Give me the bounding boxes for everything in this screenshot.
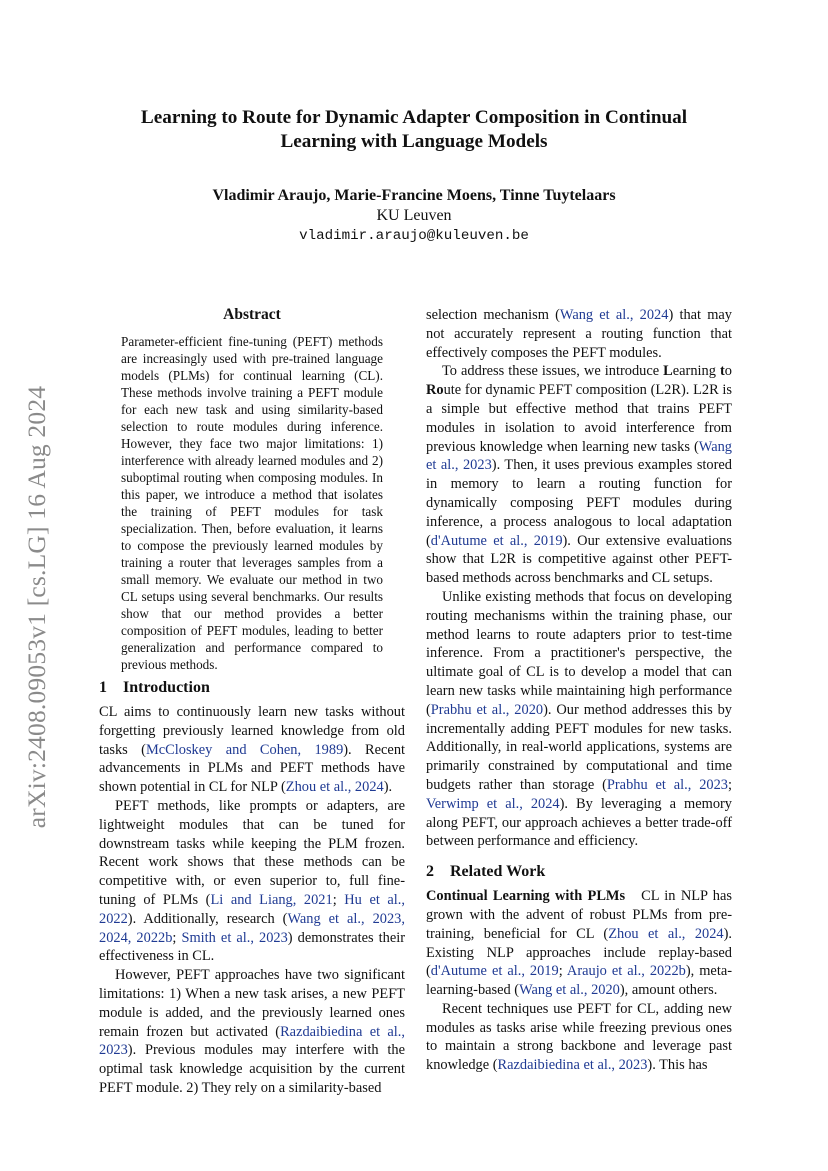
citation-link[interactable]: Wang et al., 2023	[426, 438, 732, 474]
abstract-text: Parameter-efficient fine-tuning (PEFT) methods are increasingly used with pre-trained language models (PLMs) for continual learning (CL). These methods involve training a PEFT module for each new task and using similarity-based selection to route modules during inference. However, they face two major limitations: 1) interference with already learned modules and 2) suboptimal routing when composing modules. In this paper, we introduce a method that isolates the training of PEFT modules for task specialization. Then, before evaluation, it learns to compose the previously learned modules by training a router that leverages samples from a small memory. We evaluate our method in two CL setups using several benchmarks. Our results show that our method provides a better composition of PEFT modules, leading to better generalization and performance compared to previous methods.	[121, 334, 383, 672]
text: ;	[558, 963, 567, 980]
related-paragraph-2	[426, 1000, 732, 1075]
right-paragraph-2	[426, 588, 732, 851]
text: CL aims to continuously learn new tasks without forgetting previously learned knowledge from old tasks (	[99, 704, 405, 758]
citation-link[interactable]: McCloskey and Cohen, 1989	[145, 741, 344, 758]
citation-link[interactable]: Prabhu et al., 2020	[430, 701, 544, 718]
left-column	[99, 679, 405, 1098]
paper-title	[100, 106, 728, 154]
text: ). Additionally, research (	[127, 910, 288, 927]
section-number: 1	[99, 679, 107, 696]
text: earning	[672, 363, 720, 380]
bold-letter: L	[663, 363, 673, 380]
citation-link[interactable]: Wang et al., 2023, 2024, 2022b	[99, 910, 405, 946]
intro-paragraph-2	[99, 797, 405, 966]
text: ) demonstrates their effectiveness in CL.	[99, 929, 406, 965]
right-paragraph-0	[426, 306, 732, 362]
text: ;	[172, 929, 182, 946]
section-heading-related-work	[426, 863, 732, 881]
text: PEFT methods, like prompts or adapters, are lightweight modules that can be tuned for downstream tasks while keeping the PLM frozen. Recent work shows that these methods can be competitive with, or even superior to, full fine-tuning of PLMs (	[99, 797, 405, 908]
text: However, PEFT approaches have two significant limitations: 1) When a new task arises, a new PEFT module is added, and the previously learned ones remain frozen but activated (	[99, 967, 405, 1040]
citation-link[interactable]: Li and Liang, 2021	[210, 891, 333, 908]
intro-paragraph-1	[99, 703, 405, 797]
text: ). This has	[647, 1057, 708, 1074]
text: ), amount others.	[619, 982, 718, 999]
citation-link[interactable]: Wang et al., 2020	[519, 982, 620, 999]
text: ). Our method addresses this by incrementally adding PEFT modules for new tasks. Additionally, in real-world applications, systems are primarily constrained by computational and time budgets rather than storage (	[426, 701, 732, 793]
text: ) that may not accurately represent a routing function that effectively composes the PEFT modules.	[426, 307, 733, 361]
text: ). Recent advancements in PLMs and PEFT methods have shown potential in CL for NLP (	[99, 741, 406, 796]
title-line-1: Learning to Route for Dynamic Adapter Composition in Continual	[140, 107, 688, 128]
citation-link[interactable]: d'Autume et al., 2019	[430, 963, 559, 980]
citation-link[interactable]: Prabhu et al., 2023	[606, 776, 728, 793]
citation-link[interactable]: Araujo et al., 2022b	[566, 963, 686, 980]
citation-link[interactable]: Smith et al., 2023	[181, 929, 288, 946]
authors: Vladimir Araujo, Marie-Francine Moens, Tinne Tuytelaars	[212, 187, 616, 204]
text: ). Previous modules may interfere with the optimal task knowledge acquisition by the current PEFT module. 2) They rely on a similarity-based	[99, 1042, 405, 1096]
text: Recent techniques use PEFT for CL, adding new modules as tasks arise while freezing previous ones to maintain a strong backbone and leverage past knowledge (	[426, 1000, 732, 1074]
intro-paragraph-3	[99, 966, 405, 1098]
text: Unlike existing methods that focus on developing routing mechanisms within the training phase, our method learns to route adapters prior to test-time inference. From a practitioner's perspective, the ultimate goal of CL is to develop a model that can learn new tasks while maintaining high performance (	[426, 588, 732, 718]
bold-letter: Ro	[426, 382, 444, 399]
citation-link[interactable]: Zhou et al., 2024	[285, 779, 384, 796]
citation-link[interactable]: Wang et al., 2024	[559, 307, 669, 323]
text: ). By leveraging a memory along PEFT, our approach achieves a better trade-off between performance and efficiency.	[426, 795, 733, 850]
right-column	[426, 306, 732, 1075]
section-title: Related Work	[450, 863, 546, 881]
abstract-heading: Abstract	[223, 306, 281, 323]
citation-link[interactable]: Razdaibiedina et al., 2023	[99, 1023, 405, 1059]
text: ). Our extensive evaluations show that L2R is competitive against other PEFT-based methods across benchmarks and CL setups.	[426, 532, 732, 587]
section-number: 2	[426, 863, 434, 881]
text: To address these issues, we introduce	[442, 363, 664, 380]
bold-letter: t	[720, 363, 725, 380]
citation-link[interactable]: Hu et al., 2022	[99, 891, 405, 927]
title-line-2: Learning with Language Models	[280, 131, 548, 152]
text: selection mechanism (	[426, 307, 560, 323]
arxiv-sidebar	[14, 362, 60, 852]
right-paragraph-1	[426, 362, 732, 588]
text: ;	[332, 891, 345, 908]
text: ;	[728, 776, 732, 793]
paragraph-heading: Continual Learning with PLMs	[426, 888, 626, 905]
citation-link[interactable]: Zhou et al., 2024	[608, 925, 724, 942]
text: ). Existing NLP approaches include replay-based (	[426, 925, 733, 980]
arxiv-identifier: arXiv:2408.09053v1 [cs.LG] 16 Aug 2024	[22, 385, 51, 829]
text: CL in NLP has grown with the advent of robust PLMs from pre-training, beneficial for CL (	[426, 888, 732, 942]
email[interactable]: vladimir.araujo@kuleuven.be	[299, 228, 529, 244]
section-heading-introduction	[99, 679, 405, 697]
section-title: Introduction	[123, 679, 210, 696]
text: ute for dynamic PEFT composition (L2R). L2R is a simple but effective method that trains PEFT modules in isolation to avoid interference from previous knowledge when learning new tasks (	[426, 382, 732, 455]
text: ). Then, it uses previous examples stored in memory to learn a routing function for dynamically composing PEFT modules during inference, a process analogous to local adaptation (	[426, 457, 732, 549]
related-paragraph-1	[426, 887, 732, 1000]
text: ), meta-learning-based (	[426, 963, 732, 999]
citation-link[interactable]: d'Autume et al., 2019	[430, 532, 563, 549]
citation-link[interactable]: Verwimp et al., 2024	[426, 795, 560, 812]
affiliation: KU Leuven	[376, 207, 452, 224]
text: ).	[383, 779, 393, 796]
citation-link[interactable]: Razdaibiedina et al., 2023	[497, 1057, 648, 1074]
text: o	[724, 363, 732, 380]
